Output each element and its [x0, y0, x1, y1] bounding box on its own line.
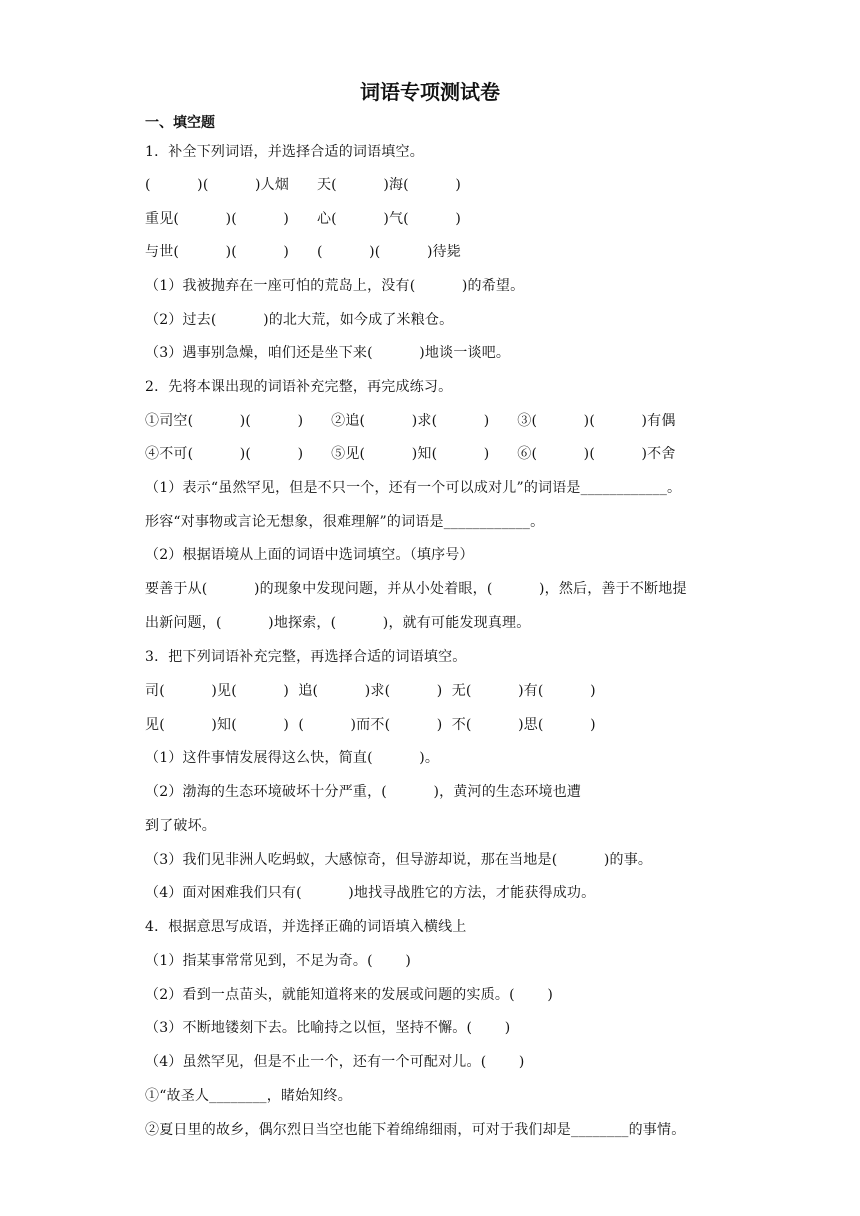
question-3-sub-3: （3）我们见非洲人吃蚂蚁，大感惊奇，但导游却说，那在当地是( )的事。 — [145, 852, 653, 868]
question-2-words-row-1: ①司空( )( ) ②追( )求( ) ③( )( )有偶 — [145, 413, 676, 429]
question-4-sub-4: （4）虽然罕见，但是不止一个，还有一个可配对儿。( ) — [145, 1054, 525, 1070]
page-title: 词语专项测试卷 — [360, 80, 500, 104]
question-4-fill-2: ②夏日里的故乡，偶尔烈日当空也能下着绵绵细雨，可对于我们却是________的事情。 — [145, 1122, 686, 1138]
question-2-sub-1: （1）表示“虽然罕见，但是不只一个，还有一个可以成对儿”的词语是____________。 — [145, 480, 682, 496]
question-2-words-row-2: ④不可( )( ) ⑤见( )知( ) ⑥( )( )不舍 — [145, 446, 676, 462]
question-4-fill-1: ①“故圣人________，睹始知终。 — [145, 1088, 352, 1104]
question-3-words-row-1: 司( )见( ) 追( )求( ) 无( )有( ) — [145, 683, 596, 699]
question-4-prompt: 4．根据意思写成语，并选择正确的词语填入横线上 — [145, 919, 467, 935]
section-heading: 一、填空题 — [145, 115, 215, 131]
question-1-prompt: 1．补全下列词语，并选择合适的词语填空。 — [145, 144, 424, 160]
question-3-prompt: 3．把下列词语补充完整，再选择合适的词语填空。 — [145, 649, 467, 665]
question-3-sub-4: （4）面对困难我们只有( )地找寻战胜它的方法，才能获得成功。 — [145, 885, 596, 901]
question-1-sub-2: （2）过去( )的北大荒，如今成了米粮仓。 — [145, 312, 454, 328]
question-3-sub-1: （1）这件事情发展得这么快，简直( )。 — [145, 750, 440, 766]
question-2-prompt: 2．先将本课出现的词语补充完整，再完成练习。 — [145, 379, 453, 395]
question-1-sub-1: （1）我被抛弃在一座可怕的荒岛上，没有( )的希望。 — [145, 278, 525, 294]
question-3-sub-2: （2）渤海的生态环境破坏十分严重，( )，黄河的生态环境也遭 — [145, 784, 582, 800]
question-4-sub-3: （3）不断地镂刻下去。比喻持之以恒，坚持不懈。( ) — [145, 1020, 511, 1036]
question-2-passage-1: 要善于从( )的现象中发现问题，并从小处着眼，( )，然后，善于不断地提 — [145, 581, 687, 597]
question-2-sub-2: （2）根据语境从上面的词语中选词填空。（填序号） — [145, 547, 474, 563]
question-1-words-row-2: 重见( )( ) 心( )气( ) — [145, 211, 462, 227]
question-1-words-row-1: ( )( )人烟 天( )海( ) — [145, 177, 462, 193]
question-2-sub-1-cont: 形容“对事物或言论无想象，很难理解”的词语是____________。 — [145, 514, 545, 530]
question-3-words-row-2: 见( )知( ) ( )而不( ) 不( )思( ) — [145, 717, 596, 733]
question-4-sub-1: （1）指某事常常见到，不足为奇。( ) — [145, 953, 411, 969]
question-4-sub-2: （2）看到一点苗头，就能知道将来的发展或问题的实质。( ) — [145, 987, 553, 1003]
question-2-passage-2: 出新问题，( )地探索，( )，就有可能发现真理。 — [145, 615, 531, 631]
question-1-words-row-3: 与世( )( ) ( )( )待毙 — [145, 244, 462, 260]
question-1-sub-3: （3）遇事别急燥，咱们还是坐下来( )地谈一谈吧。 — [145, 345, 511, 361]
question-3-sub-2-cont: 到了破坏。 — [145, 818, 216, 834]
